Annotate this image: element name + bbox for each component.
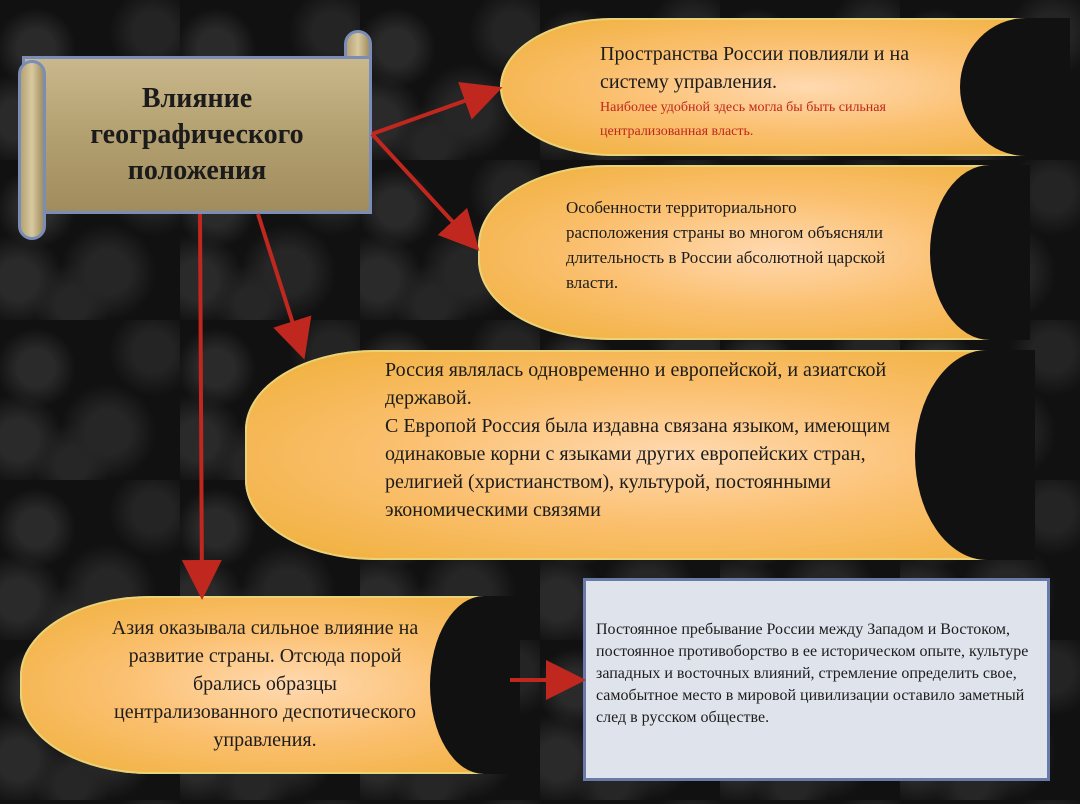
arrow-to-box3 [258,214,302,352]
box2-text: Особенности территориального расположения страны во многом объясняли длительность в России абсолютной царской власти. [566,198,886,292]
box1-main-text: Пространства России повлияли и на систему управления. [600,43,910,93]
box3-line2: С Европой Россия была издавна связана языком, имеющим одинаковые корни с языками других европейских стран, религией (христианством), культурой, постоянными экономическими связями [385,415,891,521]
box4-text: Азия оказывала сильное влияние на развитие страны. Отсюда порой брались образцы централизованного деспотического управления. [111,617,419,751]
box1-note-text: Наиболее удобной здесь могла бы быть сильная централизованная власть. [600,100,886,139]
diagram-title: Влияние географического положения [90,83,304,186]
box5-text: Постоянное пребывание России между Западом и Востоком, постоянное противоборство в ее историческом опыте, культуре западных и восточных влияний, стремление определить свое, самобытное место в мировой цивилизации оставило заметный след в русском обществе. [596,621,1029,726]
arrow-to-box4 [200,214,202,592]
box3-line1: Россия являлась одновременно и европейской, и азиатской державой. [385,359,887,409]
arrow-to-box1 [372,90,495,134]
arrow-to-box2 [372,134,474,245]
